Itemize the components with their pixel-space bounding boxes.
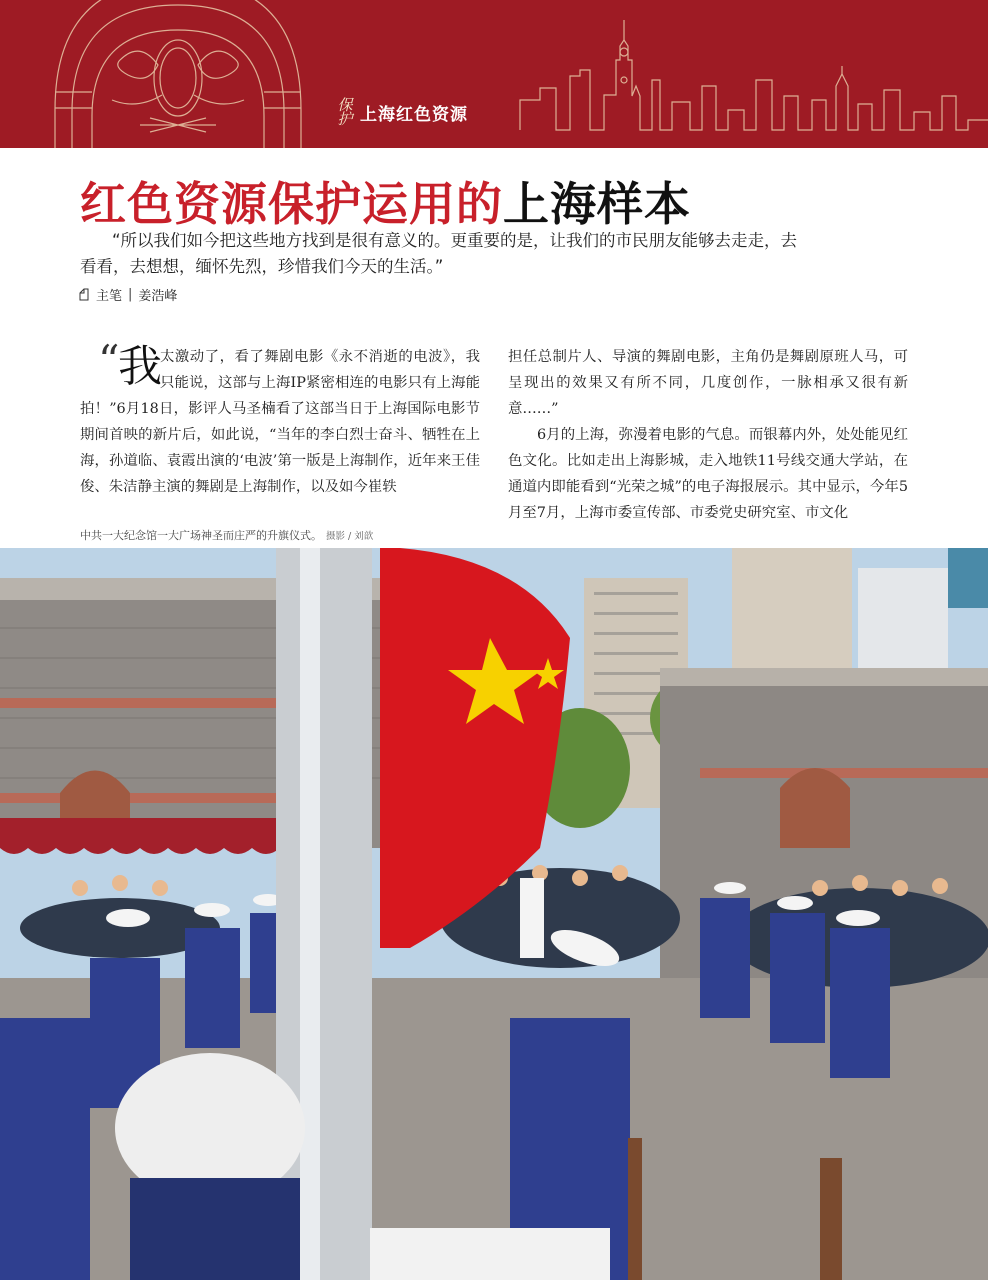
body-column-right bbox=[508, 344, 908, 526]
body-column-left bbox=[80, 336, 480, 500]
byline-author: 姜浩峰 bbox=[138, 289, 178, 304]
article-title bbox=[80, 168, 691, 234]
column-tag bbox=[336, 98, 468, 126]
byline-role: 主笔 bbox=[96, 289, 123, 304]
photo-illustration bbox=[0, 548, 988, 1280]
right-paragraph-2: 6月的上海，弥漫着电影的气息。而银幕内外，处处能见红色文化。比如走出上海影城，走入地铁11号线交通大学站，在通道内即能看到“光荣之城”的电子海报展示。其中显示，今年5月至7月，上海市委宣传部、市委党史研究室、市文化 bbox=[508, 427, 908, 521]
title-black-part: 上海样本 bbox=[503, 177, 691, 231]
byline bbox=[78, 285, 177, 304]
dropcap-quote: “ bbox=[98, 336, 120, 385]
pen-icon bbox=[78, 288, 92, 302]
left-paragraph: 太激动了，看了舞剧电影《永不消逝的电波》，我只能说，这部与上海IP紧密相连的电影只有上海能拍！”6月18日，影评人马圣楠看了这部当日于上海国际电影节期间首映的新片后，如此说，“当年的李白烈士奋斗、牺牲在上海，孙道临、袁霞出演的‘电波’第一版是上海制作，近年来王佳俊、朱洁静主演的舞剧是上海制作，以及如今崔轶 bbox=[80, 349, 480, 495]
flag-raising-photo bbox=[0, 548, 988, 1280]
dropcap-char: 我 bbox=[118, 341, 162, 392]
photo-caption bbox=[80, 527, 373, 543]
right-paragraph-1: 担任总制片人、导演的舞剧电影，主角仍是舞剧原班人马，可呈现出的效果又有所不同，几度创作，一脉相承又很有新意……” bbox=[508, 349, 908, 417]
header-banner bbox=[0, 0, 988, 148]
column-name: 上海红色资源 bbox=[360, 104, 468, 125]
article-dek: “所以我们如今把这些地方找到是很有意义的。更重要的是，让我们的市民朋友能够去走走，去看看，去想想，缅怀先烈，珍惜我们今天的生活。” bbox=[80, 231, 798, 276]
caption-text: 中共一大纪念馆一大广场神圣而庄严的升旗仪式。 bbox=[80, 529, 322, 542]
byline-separator: | bbox=[128, 287, 133, 302]
photo-credit: 摄影 / 刘歆 bbox=[326, 531, 374, 542]
banner-ornament bbox=[0, 0, 988, 148]
column-script: 保护 bbox=[337, 96, 353, 128]
title-red-part: 红色资源保护运用的 bbox=[80, 177, 503, 231]
dropcap bbox=[80, 336, 162, 396]
